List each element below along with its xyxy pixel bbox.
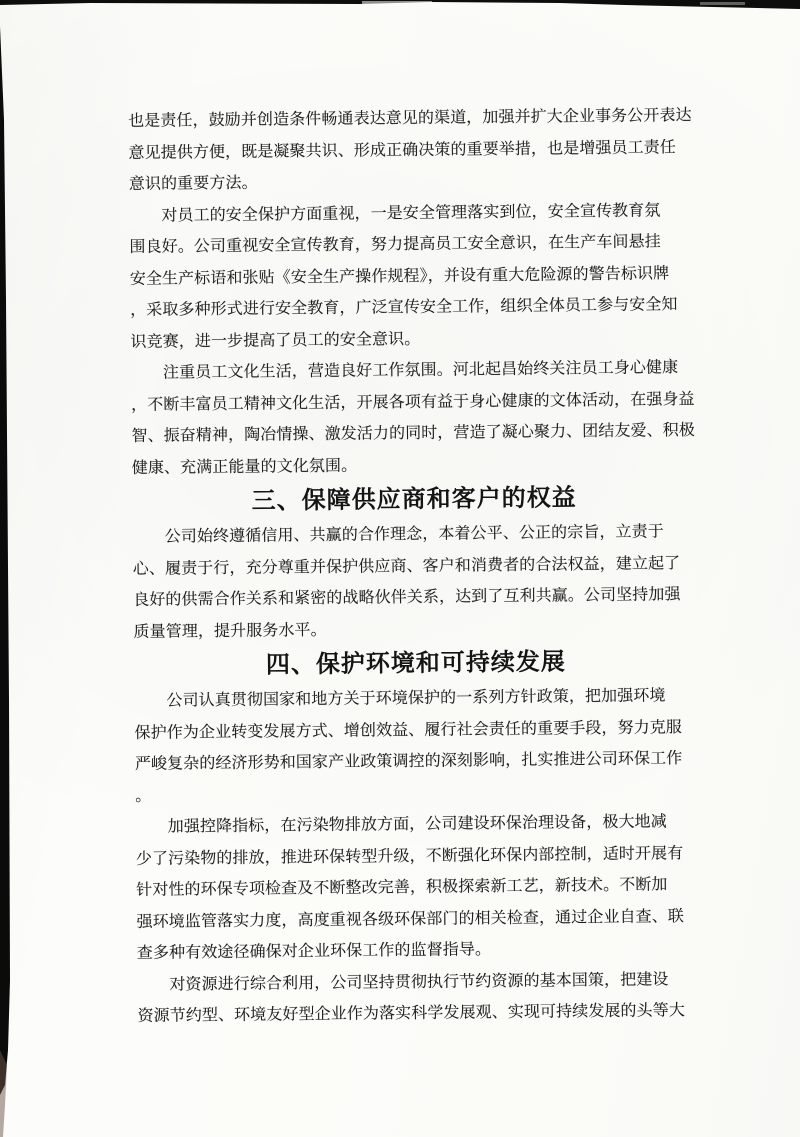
paragraph-resource-utilization: 对资源进行综合利用，公司坚持贯彻执行节约资源的基本国策，把建设 资源节约型、环境友好型企业作为落实科学发展观、实现可持续发展的头等大 (137, 970, 685, 1025)
scan-edge-top-gap (700, 2, 745, 5)
paragraph-employee-culture: 注重员工文化生活，营造良好工作氛围。河北起昌始终关注员工身心健康 ，不断丰富员工精神文化生活，开展各项有益于身心健康的文体活动，在强身益 智、振奋精神，陶冶情操、激发活力的同时，营造了凝心聚力、团结友爱、积极 健康、充满正能量的文化氛围。 (130, 359, 696, 477)
scan-edge-left-tail (0, 1050, 7, 1137)
paragraph-pollution-control: 加强控降指标，在污染物排放方面，公司建设环保治理设备，极大地减 少了污染物的排放，推进环保转型升级，不断强化环保内部控制，适时开展有 针对性的环保专项检查及不断整改完善，积极探索新工艺，新技术。不断加 强环境监管落实力度，高度重视各级环保部门的相关检查，通过企业自查、联 查多种有效途径确保对企业环保工作的监督指导。 (135, 813, 685, 962)
paragraph-environment-policy: 公司认真贯彻国家和地方关于环境保护的一系列方针政策，把加强环境 保护作为企业转变发展方式、增创效益、履行社会责任的重要手段，努力克服 严峻复杂的经济形势和国家产业政策调控的深刻影响，扎实推进公司环保工作 。 (134, 687, 683, 805)
section-heading-supplier-customer-rights: 三、保障供应商和客户的权益 (251, 484, 577, 515)
paragraph-employee-safety: 对员工的安全保护方面重视，一是安全管理落实到位，安全宣传教育氛 围良好。公司重视安全宣传教育，努力提高员工安全意识，在生产车间悬挂 安全生产标语和张贴《安全生产操作规程》，并设有重大危险源的警告标识牌 ，采取多种形式进行安全教育，广泛宣传安全工作，组织全体员工参与安全知 识竞赛，进一步提高了员工的安全意识。 (129, 201, 678, 351)
paragraph-employee-voice: 也是责任，鼓励并创造条件畅通表达意见的渠道，加强并扩大企业事务公开表达 意见提供方便，既是凝聚共识、形成正确决策的重要举措，也是增强员工责任 意识的重要方法。 (128, 107, 692, 193)
scan-edge-left (0, 26, 10, 1095)
document-text (128, 100, 702, 1032)
scan-edge-top (0, 0, 800, 9)
paragraph-supplier-cooperation: 公司始终遵循信用、共赢的合作理念，本着公平、公正的宗旨，立责于 心、履责于行，充分尊重并保护供应商、客户和消费者的合法权益，建立起了 良好的供需合作关系和紧密的战略伙伴关系，达到了互利共赢。公司坚持加强 质量管理，提升服务水平。 (132, 523, 681, 641)
scan-edge-top-gap (362, 1, 432, 5)
section-heading-environment-sustainability: 四、保护环境和可持续发展 (265, 648, 566, 679)
